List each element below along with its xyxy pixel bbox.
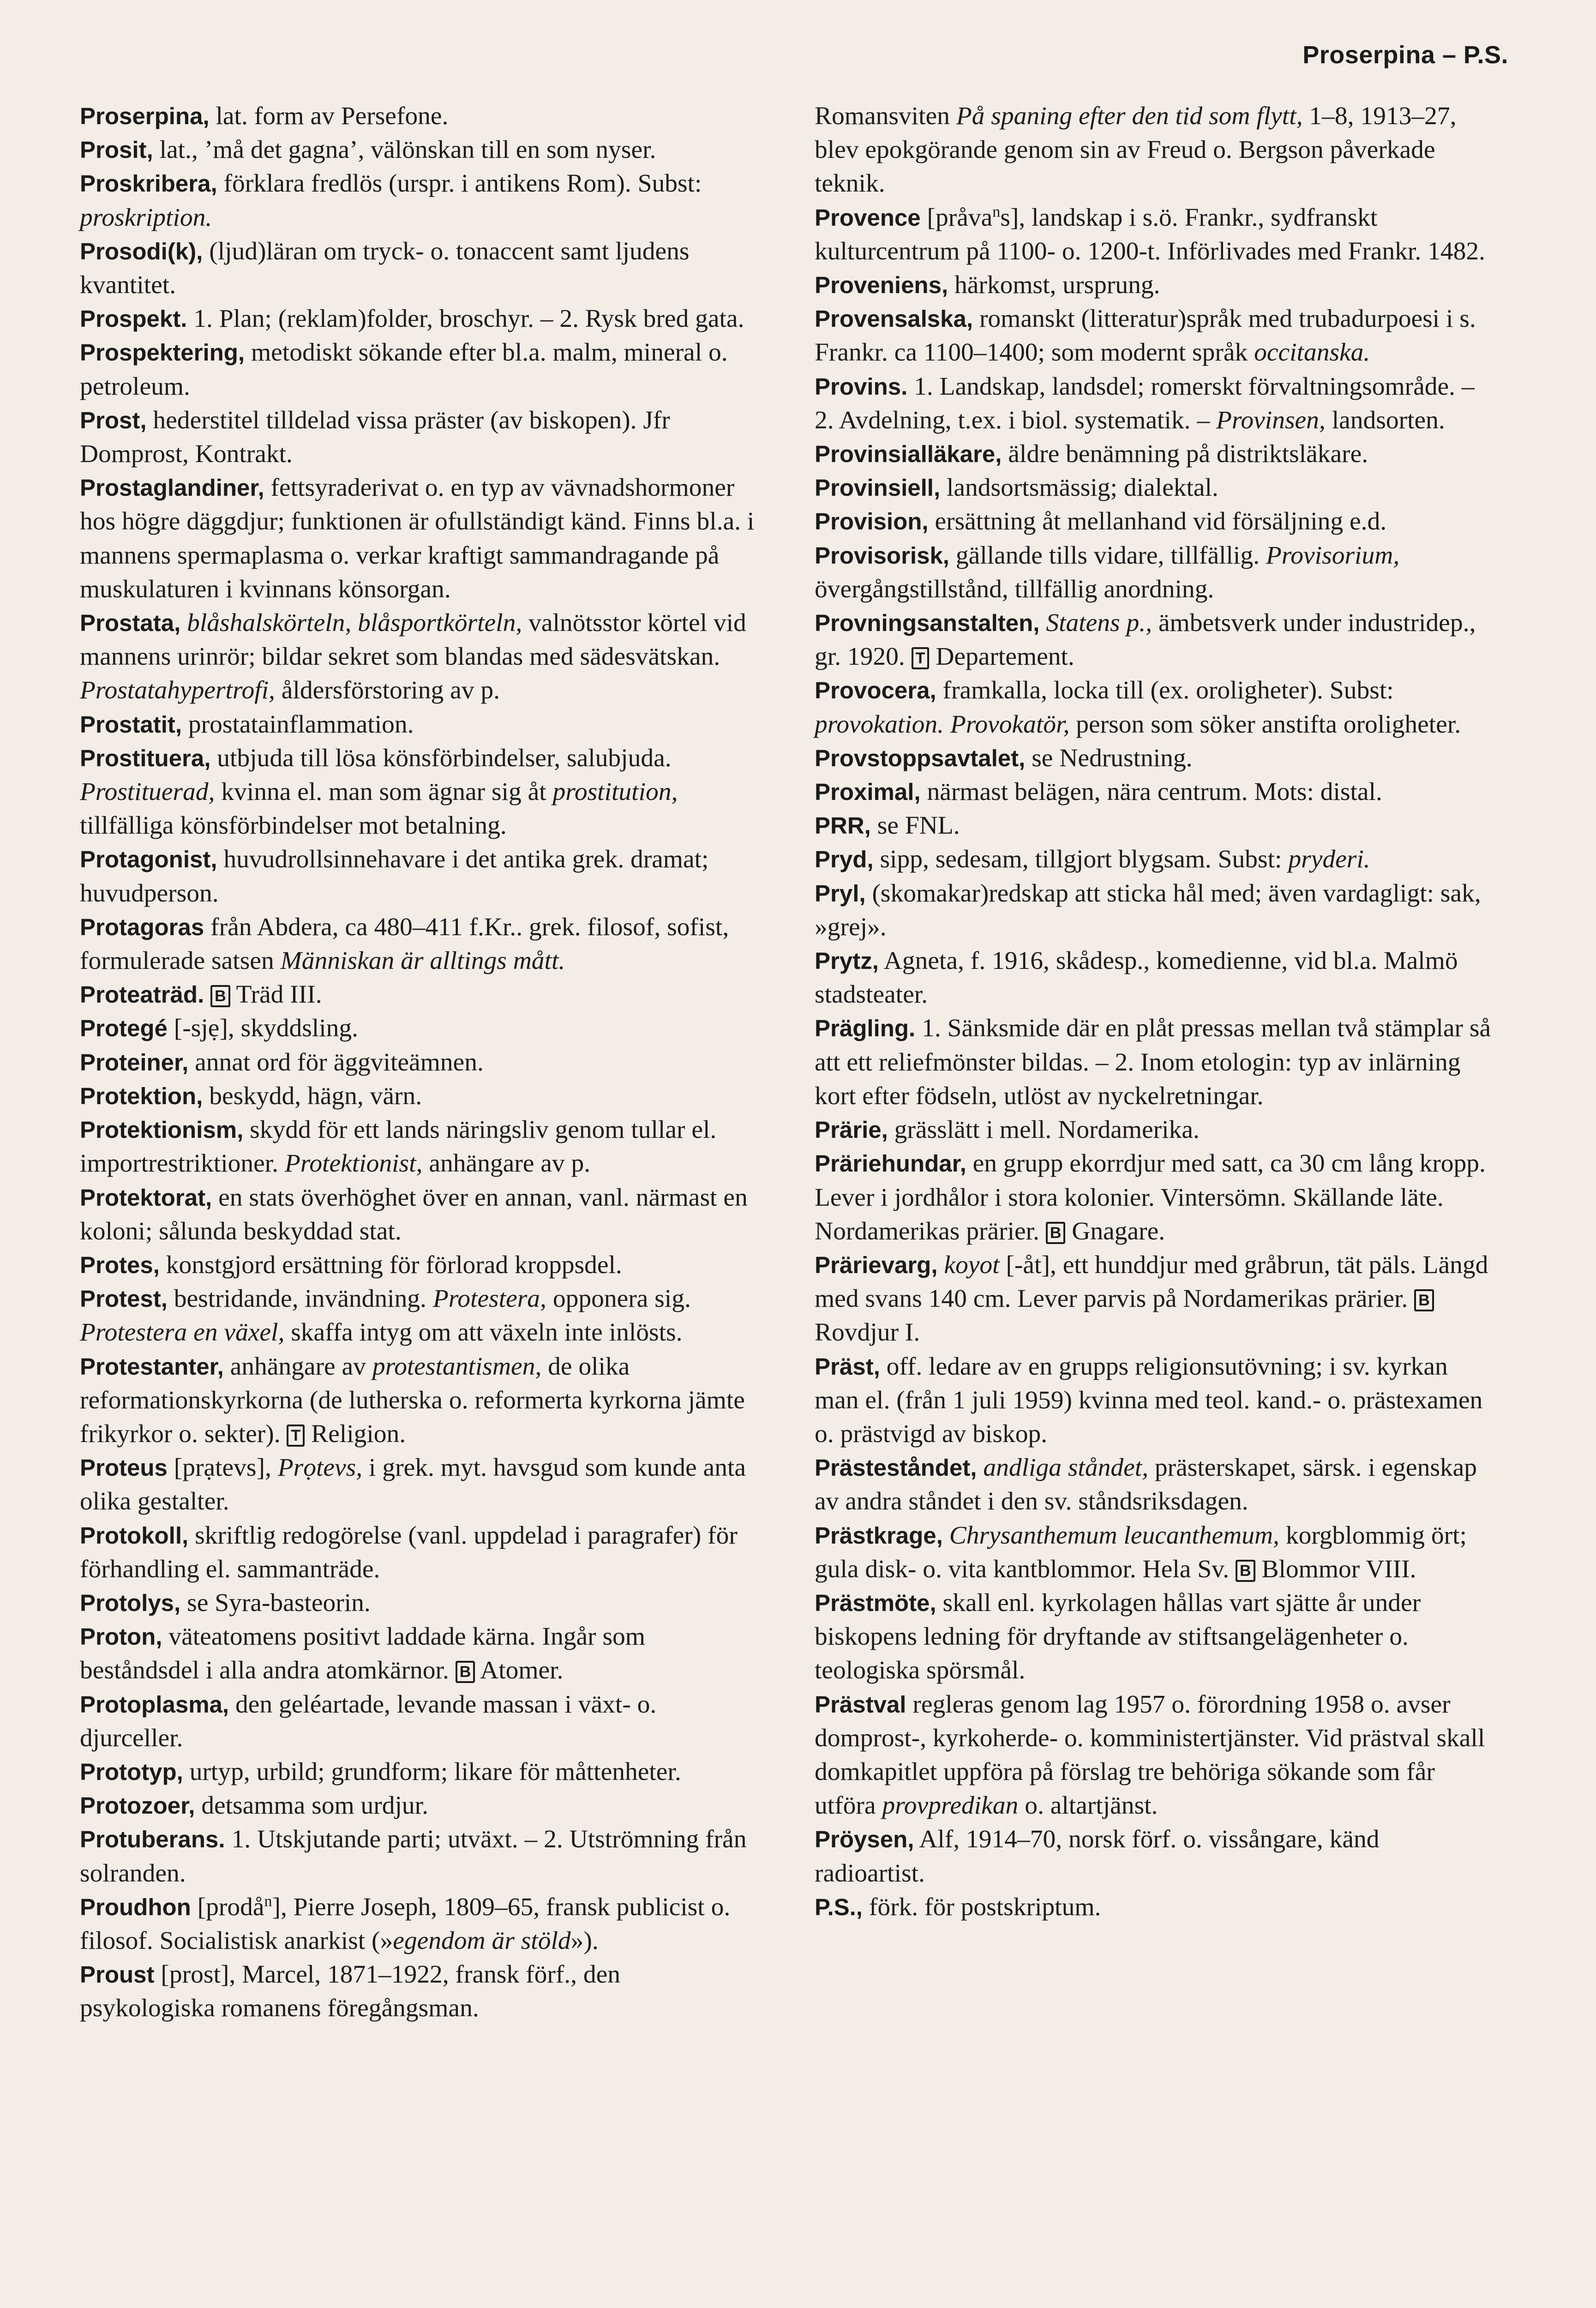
dictionary-entry [815,1113,1493,1147]
italic-text: provpredikan [882,1791,1019,1820]
dictionary-entry [80,471,758,606]
definition-text: Blommor VIII. [1255,1555,1416,1583]
headword: Protektion, [80,1082,203,1109]
definition-text: från Abdera, ca 480–411 f.Kr.. grek. filosof, sofist, formulerade satsen [80,913,729,975]
headword: Präst, [815,1353,880,1380]
dictionary-entry [815,201,1493,268]
italic-text: proskription. [80,203,212,232]
dictionary-entry [80,1113,758,1180]
headword: Proximal, [815,779,921,805]
definition-text [938,1251,944,1279]
dictionary-entry [815,1688,1493,1823]
italic-text: pryderi. [1288,845,1370,874]
dictionary-entry [815,99,1493,201]
dictionary-entry [80,1282,758,1349]
definition-text: Gnagare. [1065,1217,1165,1245]
definition-text: de olika reformationskyrkorna (de lutherska o. reformerta kyrkorna jämte frikyrkor o. sekter). [80,1352,745,1448]
definition-text [977,1454,983,1482]
definition-text: detsamma som urdjur. [195,1791,428,1820]
definition-text: konstgjord ersättning för förlorad kroppsdel. [159,1250,622,1279]
definition-text: skall enl. kyrkolagen hållas vart sjätte år under biskopens ledning för dryftande av stiftsangelägenheter o. teologiska spörsmål. [815,1588,1421,1685]
dictionary-entry [815,877,1493,944]
dictionary-entry [80,1248,758,1282]
italic-text: Provisorium, [1266,541,1400,570]
definition-text: lat. form av Persefone. [209,102,449,130]
definition-text: [pråva [920,203,993,232]
definition-text: 1. Plan; (reklam)folder, broschyr. – 2. Rysk bred gata. [187,305,744,333]
definition-text: ersättning åt mellanhand vid försäljning e.d. [928,507,1387,536]
definition-text: en grupp ekorrdjur med satt, ca 30 cm lång kropp. Lever i jordhålor i stora kolonier. Vintersömn. Skällande läte. Nordamerikas prärier. [815,1149,1486,1245]
headword: Provence [815,204,921,231]
headword: Proserpina, [80,103,210,129]
dictionary-entry [815,1248,1493,1350]
dictionary-entry [815,1586,1493,1688]
headword: Protes, [80,1251,160,1278]
definition-text: off. ledare av en grupps religionsutövning; i sv. kyrkan man el. (från 1 juli 1959) kvinna med teol. kand.- o. prästexamen o. prästvigd av biskop. [815,1352,1483,1448]
cross-reference-box-icon: B [1046,1222,1066,1244]
headword: Provision, [815,508,929,535]
headword: Prärie, [815,1117,888,1143]
definition-text: »). [570,1926,599,1955]
definition-text: kvinna el. man som ägnar sig åt [215,778,553,806]
definition-text: ämbetsverk under industridep., gr. 1920. [815,609,1476,671]
definition-text: Rovdjur I. [815,1318,920,1347]
headword: Protozoer, [80,1792,195,1819]
definition-text: annat ord för äggviteämnen. [188,1048,484,1076]
italic-text: Chrysanthemum leucanthemum, [949,1521,1279,1550]
headword: Prästeståndet, [815,1455,977,1481]
cross-reference-box-icon: B [210,985,230,1007]
dictionary-entry [80,1822,758,1890]
definition-text: (ljud)läran om tryck- o. tonaccent samt ljudens kvantitet. [80,237,690,300]
definition-text: beskydd, hägn, värn. [203,1082,422,1110]
definition-text: (skomakar)redskap att sticka hål med; även vardagligt: sak, »grej». [815,879,1481,941]
italic-text: Människan är alltings mått. [280,947,565,975]
headword: Protolys, [80,1589,181,1616]
definition-text: i grek. myt. havsgud som kunde anta olika gestalter. [80,1454,746,1516]
definition-text: o. altartjänst. [1018,1791,1158,1820]
dictionary-entry [815,809,1493,842]
italic-text: provokation. Provokatör, [815,710,1070,739]
italic-text: koyot [944,1250,1000,1279]
dictionary-entry [815,471,1493,505]
headword: Protestanter, [80,1353,224,1380]
dictionary-entry [815,370,1493,437]
definition-text: äldre benämning på distriktsläkare. [1002,440,1368,469]
definition-text: landsortsmässig; dialektal. [940,474,1218,502]
dictionary-entry [815,944,1493,1011]
definition-text: åldersförstoring av p. [275,676,500,705]
definition-text: framkalla, locka till (ex. oroligheter). Subst: [936,676,1394,705]
headword: Provins. [815,373,908,400]
italic-text: egendom är stöld [393,1926,571,1955]
headword: Prostituera, [80,745,211,771]
headword: Prästkrage, [815,1522,943,1549]
headword: Prospektering, [80,339,245,366]
definition-text: grässlätt i mell. Nordamerika. [888,1116,1200,1144]
cross-reference-box-icon: B [1236,1560,1255,1582]
dictionary-entry [80,842,758,910]
definition-text: hederstitel tilldelad vissa präster (av biskopen). Jfr Domprost, Kontrakt. [80,406,670,469]
dictionary-entry [80,1688,758,1755]
dictionary-entry [80,1620,758,1687]
dictionary-entry [80,1958,758,2025]
definition-text: [prạtevs], [167,1454,278,1482]
definition-text: ], Pierre Joseph, 1809–65, fransk publicist o. filosof. Socialistisk anarkist (» [80,1893,731,1955]
definition-text: Alf, 1914–70, norsk förf. o. vissångare, känd radioartist. [815,1825,1380,1887]
dictionary-entry [80,708,758,741]
italic-text: prostitution, [552,778,678,806]
dictionary-entry [815,741,1493,775]
dictionary-entry [80,910,758,978]
italic-text: På spaning efter den tid som flytt, [956,102,1303,130]
headword: Pryl, [815,880,866,907]
definition-text: regleras genom lag 1957 o. förordning 1958 o. avser domprost-, kyrkoherde- o. komministertjänster. Vid prästval skall domkapitlet uppföra på förslag tre behöriga sökande som får utföra [815,1690,1485,1820]
dictionary-entry [815,302,1493,369]
dictionary-entry [80,1519,758,1586]
italic-text: Protestera, [432,1285,546,1313]
headword: Pröysen, [815,1826,914,1853]
headword: Provisorisk, [815,542,949,569]
headword: Prost, [80,407,147,433]
definition-text: väteatomens positivt laddade kärna. Ingår som beståndsdel i alla andra atomkärnor. [80,1623,645,1685]
dictionary-entry [815,539,1493,606]
right-column [815,99,1493,1924]
superscript-text: n [264,1893,272,1910]
definition-text: [prost], Marcel, 1871–1922, fransk förf., den psykologiska romanens föregångsman. [80,1960,621,2023]
headword: Provstoppsavtalet, [815,745,1026,771]
headword: Provinsialläkare, [815,441,1002,468]
dictionary-entry [815,1890,1493,1924]
definition-text: 1. Landskap, landsdel; romerskt förvaltningsområde. – 2. Avdelning, t.ex. i biol. systematik. – [815,372,1475,434]
cross-reference-box-icon: T [287,1424,305,1447]
italic-text: Protestera en växel, [80,1318,285,1347]
definition-text: [-åt], ett hunddjur med gråbrun, tät päls. Längd med svans 140 cm. Lever parvis på Nordamerikas prärier. [815,1250,1488,1313]
headword: PRR, [815,812,871,839]
dictionary-entry [80,1789,758,1822]
dictionary-entry [80,99,758,133]
definition-text: Agneta, f. 1916, skådesp., komedienne, vid bl.a. Malmö stadsteater. [815,947,1458,1009]
italic-text: andliga ståndet, [983,1454,1149,1482]
definition-text: gällande tills vidare, tillfällig. [949,541,1266,570]
headword: Proskribera, [80,170,217,197]
definition-text: Romansviten [815,102,956,130]
dictionary-entry [815,505,1493,538]
headword: Provensalska, [815,306,973,332]
definition-text: förk. för postskriptum. [862,1893,1101,1921]
definition-text [943,1521,949,1550]
left-column [80,99,758,2026]
italic-text: Statens p., [1046,609,1152,637]
dictionary-entry [80,741,758,843]
headword: Provinsiell, [815,475,941,501]
dictionary-entry [80,1011,758,1045]
definition-text [180,609,187,637]
cross-reference-box-icon: B [1414,1289,1434,1311]
running-head: Proserpina – P.S. [1302,41,1508,69]
headword: Protest, [80,1286,168,1312]
definition-text: sipp, sedesam, tillgjort blygsam. Subst: [873,845,1289,874]
dictionary-entry [80,1079,758,1113]
definition-text: skydd för ett lands näringsliv genom tullar el. importrestriktioner. [80,1116,717,1178]
headword: Prosit, [80,137,153,163]
headword: Proteus [80,1455,168,1481]
definition-text: [prodå [191,1893,264,1921]
headword: Proust [80,1961,155,1988]
headword: Pryd, [815,846,874,873]
dictionary-entry [80,1181,758,1248]
dictionary-entry [80,336,758,403]
definition-text [1039,609,1046,637]
headword: Protektionism, [80,1117,244,1143]
italic-text: protestantismen, [372,1352,542,1381]
italic-text: Prọtevs, [277,1454,363,1482]
definition-text: en stats överhöghet över en annan, vanl. närmast en koloni; sålunda beskyddad stat. [80,1183,748,1245]
dictionary-entry [815,1519,1493,1586]
definition-text: Atomer. [475,1656,564,1685]
headword: Proteiner, [80,1049,189,1076]
cross-reference-box-icon: T [912,647,930,669]
definition-text: 1–8, 1913–27, blev epokgörande genom sin av Freud o. Bergson påverkade teknik. [815,102,1457,198]
italic-text: Prostituerad, [80,778,215,806]
headword: Protektorat, [80,1184,212,1211]
headword: Proudhon [80,1893,191,1920]
definition-text: Departement. [929,643,1074,671]
dictionary-entry [80,167,758,234]
dictionary-entry [815,1147,1493,1248]
headword: Prytz, [815,948,879,974]
definition-text: korgblommig ört; gula disk- o. vita kantblommor. Hela Sv. [815,1521,1467,1583]
dictionary-entry [80,234,758,302]
definition-text: skaffa intyg om att växeln inte inlösts. [284,1318,683,1347]
definition-text: se Nedrustning. [1025,744,1193,772]
definition-text: Religion. [305,1419,406,1448]
dictionary-entry [80,1451,758,1518]
headword: Protagoras [80,914,204,940]
dictionary-entry [80,1890,758,1958]
headword: Proton, [80,1623,162,1650]
definition-text: landsorten. [1325,406,1445,434]
headword: Prototyp, [80,1758,183,1785]
headword: Prostaglandiner, [80,475,264,501]
definition-text: bestridande, invändning. [167,1285,433,1313]
definition-text: romanskt (litteratur)språk med trubadurpoesi i s. Frankr. ca 1100–1400; som modernt språk [815,305,1476,367]
dictionary-entry [815,606,1493,673]
headword: Prostata, [80,610,181,637]
dictionary-entry [80,978,758,1011]
italic-text: Prostatahypertrofi, [80,676,275,705]
dictionary-entry [815,268,1493,302]
definition-text: den geléartade, levande massan i växt- o. djurceller. [80,1690,657,1752]
dictionary-entry [815,1822,1493,1890]
headword: P.S., [815,1893,863,1920]
definition-text: prästerskapet, särsk. i egenskap av andra ståndet i den sv. ståndsriksdagen. [815,1454,1477,1516]
headword: Protoplasma, [80,1691,229,1718]
definition-text: tillfälliga könsförbindelser mot betalning. [80,811,507,840]
headword: Prästval [815,1691,906,1718]
dictionary-entry [815,775,1493,809]
dictionary-entry [815,673,1493,741]
definition-text: närmast belägen, nära centrum. Mots: distal. [920,778,1382,806]
headword: Prärievarg, [815,1251,938,1278]
definition-text: lat., ’må det gagna’, välönskan till en som nyser. [153,136,656,164]
headword: Protagonist, [80,846,217,873]
definition-text: anhängare av [223,1352,372,1381]
definition-text: 1. Utskjutande parti; utväxt. – 2. Utströmning från solranden. [80,1825,747,1887]
superscript-text: n [992,203,1001,221]
definition-text: anhängare av p. [422,1149,591,1178]
headword: Provocera, [815,677,936,704]
headword: Provningsanstalten, [815,610,1040,637]
dictionary-entry [80,606,758,708]
definition-text: opponera sig. [546,1285,691,1313]
cross-reference-box-icon: B [456,1661,475,1683]
dictionary-entry [815,1451,1493,1518]
headword: Proveniens, [815,272,948,299]
italic-text: blåshalskörteln, blåsportkörteln, [187,609,522,637]
dictionary-entry [80,1586,758,1620]
headword: Prägling. [815,1015,916,1042]
dictionary-entry [815,1011,1493,1113]
italic-text: Protektionist, [284,1149,423,1178]
headword: Protuberans. [80,1826,225,1853]
definition-text: huvudrollsinnehavare i det antika grek. dramat; huvudperson. [80,845,709,908]
definition-text: prostatainflammation. [182,710,414,739]
dictionary-entry [80,1046,758,1079]
definition-text: s], landskap i s.ö. Frankr., sydfranskt kulturcentrum på 1100- o. 1200-t. Införlivades med Frankr. 1482. [815,203,1485,265]
definition-text: fettsyraderivat o. en typ av vävnadshormoner hos högre däggdjur; funktionen är ofullständigt känd. Finns bl.a. i mannens spermaplasma o. verkar kraftigt sammandragande på muskulaturen i kvinnans könsorgan. [80,474,755,603]
dictionary-entry [815,1350,1493,1451]
italic-text: occitanska. [1254,338,1370,367]
dictionary-entry [80,302,758,336]
headword: Präriehundar, [815,1150,966,1177]
definition-text: skriftlig redogörelse (vanl. uppdelad i paragrafer) för förhandling el. sammanträde. [80,1521,738,1583]
dictionary-entry [80,1350,758,1451]
italic-text: Provinsen, [1216,406,1326,434]
dictionary-entry [815,842,1493,876]
dictionary-entry [80,403,758,471]
definition-text: valnötsstor körtel vid mannens urinrör; bildar sekret som blandas med sädesvätskan. [80,609,746,671]
definition-text: utbjuda till lösa könsförbindelser, salubjuda. [210,744,672,772]
definition-text: förklara fredlös (urspr. i antikens Rom). Subst: [217,169,702,198]
headword: Protokoll, [80,1522,189,1549]
headword: Protegé [80,1015,168,1042]
headword: Proteaträd. [80,981,204,1008]
dictionary-entry [80,1755,758,1789]
definition-text: [-sjẹ], skyddsling. [167,1014,359,1043]
headword: Prostatit, [80,711,182,738]
definition-text: härkomst, ursprung. [948,271,1160,300]
definition-text: person som söker anstifta oroligheter. [1069,710,1461,739]
definition-text: se FNL. [870,811,960,840]
definition-text: se Syra-basteorin. [180,1588,371,1617]
definition-text: 1. Sänksmide där en plåt pressas mellan två stämplar så att ett reliefmönster bildas. – 2. Inom etologin: typ av inlärning kort efter födseln, utlöst av nyckelretningar. [815,1014,1491,1110]
definition-text: metodiskt sökande efter bl.a. malm, mineral o. petroleum. [80,338,728,401]
definition-text: Träd III. [230,980,322,1009]
dictionary-entry [80,133,758,167]
headword: Prästmöte, [815,1589,936,1616]
headword: Prospekt. [80,306,187,332]
definition-text: övergångstillstånd, tillfällig anordning. [815,575,1214,603]
definition-text: urtyp, urbild; grundform; likare för måttenheter. [183,1757,681,1786]
headword: Prosodi(k), [80,238,203,264]
dictionary-entry [815,437,1493,471]
definition-text [204,980,210,1009]
